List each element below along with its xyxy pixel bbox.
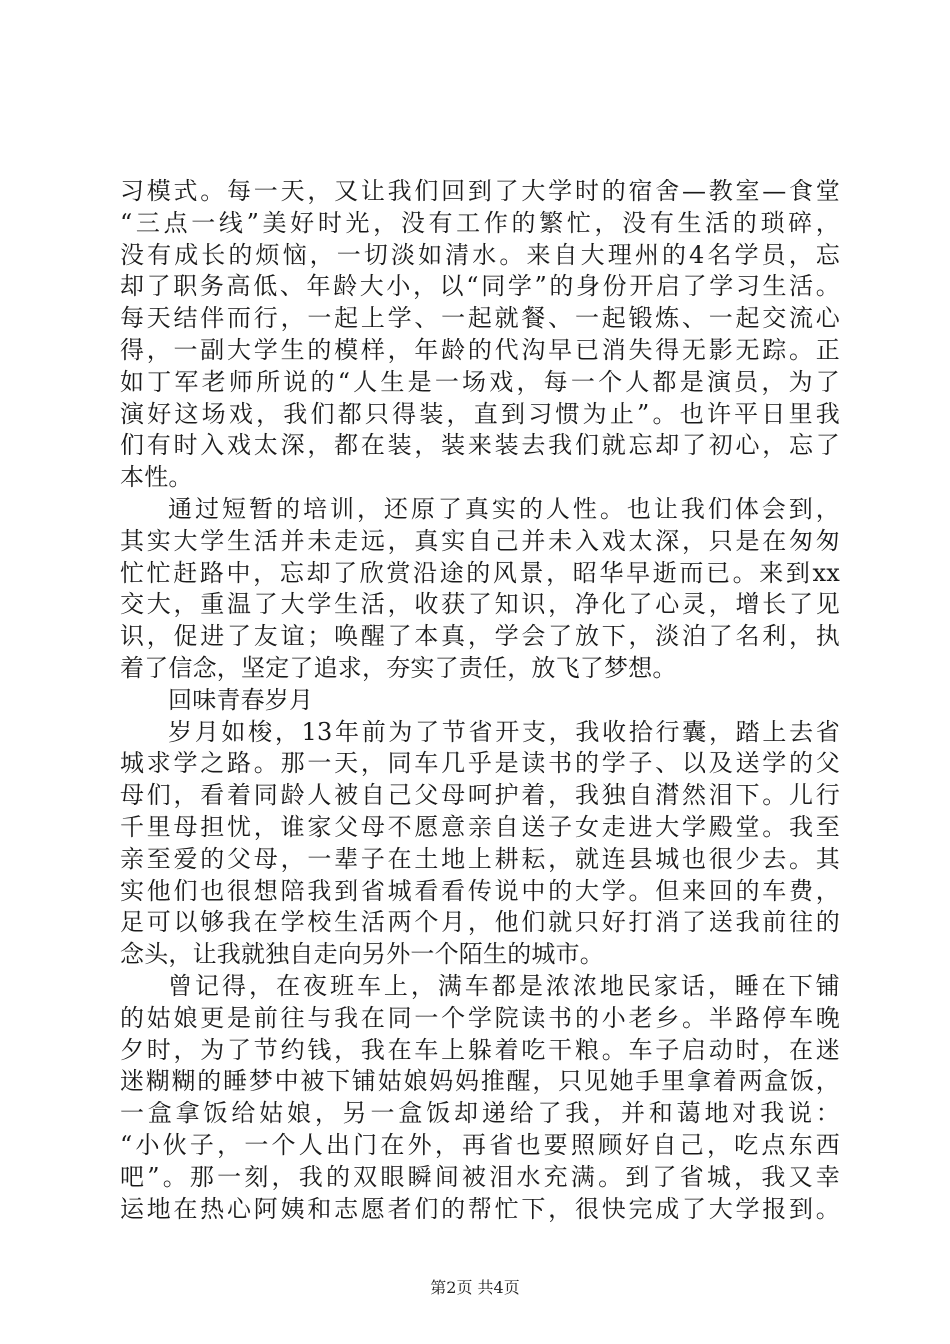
text-line: 回味青春岁月 [168,685,314,714]
text-line: 足可以够我在学校生活两个月，他们就只好打消了送我前往的 [120,908,840,937]
text-line: 其实大学生活并未走远，真实自己并未入戏太深，只是在匆匆 [120,526,840,555]
text-line: “三点一线”美好时光，没有工作的繁忙，没有生活的琐碎， [120,208,840,237]
text-line: 交大，重温了大学生活，收获了知识，净化了心灵，增长了见 [120,590,840,619]
text-line: 每天结伴而行，一起上学、一起就餐、一起锻炼、一起交流心 [120,304,840,333]
text-line: 迷糊糊的睡梦中被下铺姑娘妈妈推醒，只见她手里拿着两盒饭， [120,1067,840,1096]
page-footer: 第2页 共4页 [430,1278,520,1297]
text-line: 运地在热心阿姨和志愿者们的帮忙下，很快完成了大学报到。 [120,1194,840,1223]
text-line: 着了信念，坚定了追求，夯实了责任，放飞了梦想。 [120,653,677,682]
text-line: 吧”。那一刻，我的双眼瞬间被泪水充满。到了省城，我又幸 [120,1162,840,1191]
text-line: 如丁军老师所说的“人生是一场戏，每一个人都是演员，为了 [120,367,840,396]
text-line: 岁月如梭，13年前为了节省开支，我收拾行囊，踏上去省 [168,717,840,746]
text-line: 们有时入戏太深，都在装，装来装去我们就忘却了初心，忘了 [120,431,840,460]
text-line: 曾记得，在夜班车上，满车都是浓浓地民家话，睡在下铺 [168,971,840,1000]
text-line: 母们，看着同龄人被自己父母呵护着，我独自潸然泪下。儿行 [120,781,840,810]
text-line: 实他们也很想陪我到省城看看传说中的大学。但来回的车费， [120,876,840,905]
text-line: 通过短暂的培训，还原了真实的人性。也让我们体会到， [168,494,840,523]
text-line: 演好这场戏，我们都只得装，直到习惯为止”。也许平日里我 [120,399,840,428]
text-line: 亲至爱的父母，一辈子在土地上耕耘，就连县城也很少去。其 [120,844,840,873]
text-line: 一盒拿饭给姑娘，另一盒饭却递给了我，并和蔼地对我说： [120,1099,840,1128]
text-line: 得，一副大学生的模样，年龄的代沟早已消失得无影无踪。正 [120,335,840,364]
text-line: 念头，让我就独自走向另外一个陌生的城市。 [120,940,604,969]
text-line: “小伙子，一个人出门在外，再省也要照顾好自己，吃点东西 [120,1130,840,1159]
document-body [120,176,840,1225]
text-line: 却了职务高低、年龄大小，以“同学”的身份开启了学习生活。 [120,272,840,301]
text-line: 的姑娘更是前往与我在同一个学院读书的小老乡。半路停车晚 [120,1003,840,1032]
text-line: 本性。 [120,463,193,492]
text-line: 忙忙赶路中，忘却了欣赏沿途的风景，昭华早逝而已。来到xx [120,558,840,587]
text-line: 城求学之路。那一天，同车几乎是读书的学子、以及送学的父 [120,749,840,778]
text-line: 千里母担忧，谁家父母不愿意亲自送子女走进大学殿堂。我至 [120,812,840,841]
text-line: 习模式。每一天，又让我们回到了大学时的宿舍—教室—食堂 [120,177,840,205]
text-line: 夕时，为了节约钱，我在车上躲着吃干粮。车子启动时，在迷 [120,1035,840,1064]
text-line: 没有成长的烦恼，一切淡如清水。来自大理州的4名学员，忘 [120,240,840,269]
text-line: 识，促进了友谊；唤醒了本真，学会了放下，淡泊了名利，执 [120,622,840,651]
